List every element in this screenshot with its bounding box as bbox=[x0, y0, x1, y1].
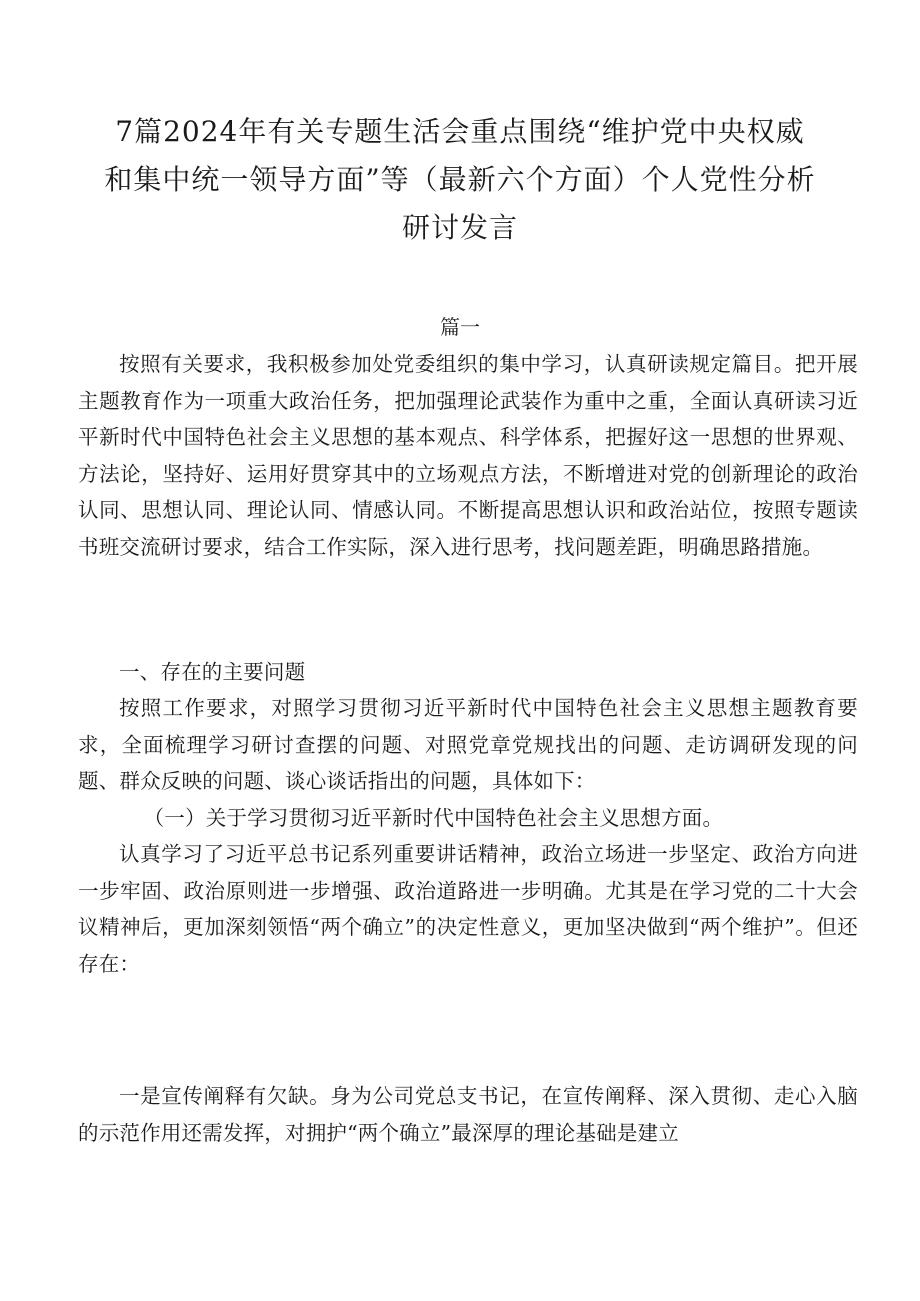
body-paragraph-1 bbox=[78, 346, 858, 565]
body-paragraph-3 bbox=[78, 836, 858, 982]
document-title bbox=[60, 108, 860, 252]
body-paragraph-4 bbox=[78, 1078, 858, 1151]
title-line-3: 研讨发言 bbox=[401, 211, 518, 244]
title-line-1: 7篇2024年有关专题生活会重点围绕“维护党中央权威 bbox=[115, 115, 805, 148]
paragraph-text: 认真学习了习近平总书记系列重要讲话精神，政治立场进一步坚定、政治方向进一步牢固、政治原则进一步增强、政治道路进一步明确。尤其是在学习党的二十大会议精神后，更加深刻领悟“两个确立”的决定性意义，更加坚决做到“两个维护”。但还存在： bbox=[78, 842, 858, 976]
body-paragraph-2 bbox=[78, 690, 858, 800]
title-line-2: 和集中统一领导方面”等（最新六个方面）个人党性分析 bbox=[104, 163, 816, 196]
subsection-heading-1 bbox=[78, 800, 858, 837]
paragraph-text: 按照有关要求，我积极参加处党委组织的集中学习，认真研读规定篇目。把开展主题教育作为一项重大政治任务，把加强理论武装作为重中之重，全面认真研读习近平新时代中国特色社会主义思想的基本观点、科学体系，把握好这一思想的世界观、方法论，坚持好、运用好贯穿其中的立场观点方法，不断增进对党的创新理论的政治认同、思想认同、理论认同、情感认同。不断提高思想认识和政治站位，按照专题读书班交流研讨要求，结合工作实际，深入进行思考，找问题差距，明确思路措施。 bbox=[78, 352, 858, 559]
paragraph-text: 按照工作要求，对照学习贯彻习近平新时代中国特色社会主义思想主题教育要求，全面梳理学习研讨查摆的问题、对照党章党规找出的问题、走访调研发现的问题、群众反映的问题、谈心谈话指出的问题，具体如下： bbox=[78, 696, 858, 793]
section-label: 篇一 bbox=[440, 315, 480, 339]
paragraph-text: 一是宣传阐释有欠缺。身为公司党总支书记，在宣传阐释、深入贯彻、走心入脑的示范作用还需发挥，对拥护“两个确立”最深厚的理论基础是建立 bbox=[78, 1084, 858, 1145]
heading-text: （一）关于学习贯彻习近平新时代中国特色社会主义思想方面。 bbox=[143, 806, 724, 830]
section-heading-1 bbox=[78, 654, 858, 691]
heading-text: 一、存在的主要问题 bbox=[119, 660, 306, 684]
